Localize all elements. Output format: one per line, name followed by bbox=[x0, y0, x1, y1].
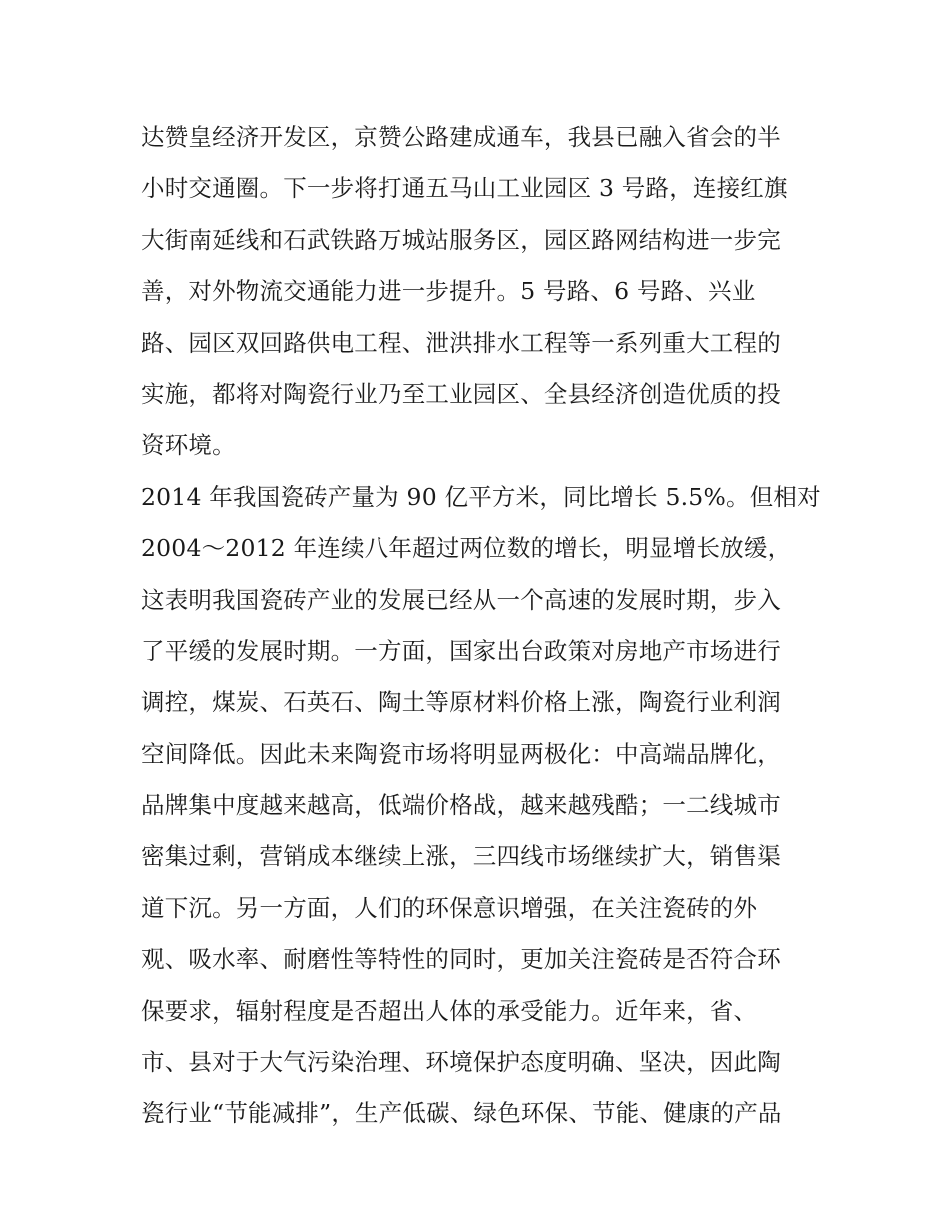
text-line: 2004～2012 年连续八年超过两位数的增长，明显增长放缓， bbox=[141, 534, 792, 563]
text-line: 瓷行业“节能减排”，生产低碳、绿色环保、节能、健康的产品 bbox=[141, 1099, 782, 1128]
text-line: 大街南延线和石武铁路万城站服务区，园区路网结构进一步完 bbox=[141, 225, 781, 254]
body-text bbox=[141, 112, 821, 1140]
text-line: 资环境。 bbox=[141, 431, 236, 460]
text-line: 保要求，辐射程度是否超出人体的承受能力。近年来，省、 bbox=[141, 996, 758, 1025]
text-line: 实施，都将对陶瓷行业乃至工业园区、全县经济创造优质的投 bbox=[141, 379, 781, 408]
text-line: 密集过剩，营销成本继续上涨，三四线市场继续扩大，销售渠 bbox=[141, 842, 781, 871]
text-line: 道下沉。另一方面，人们的环保意识增强，在关注瓷砖的外 bbox=[141, 893, 758, 922]
text-line: 空间降低。因此未来陶瓷市场将明显两极化：中高端品牌化， bbox=[141, 739, 781, 768]
text-line: 达赞皇经济开发区，京赞公路建成通车，我县已融入省会的半 bbox=[141, 123, 781, 151]
text-line: 观、吸水率、耐磨性等特性的同时，更加关注瓷砖是否符合环 bbox=[141, 945, 781, 974]
text-line: 调控，煤炭、石英石、陶土等原材料价格上涨，陶瓷行业利润 bbox=[141, 688, 781, 717]
text-line: 善，对外物流交通能力进一步提升。5 号路、6 号路、兴业 bbox=[141, 277, 756, 306]
text-line: 2014 年我国瓷砖产量为 90 亿平方米，同比增长 5.5%。但相对 bbox=[141, 482, 821, 511]
text-line: 品牌集中度越来越高，低端价格战，越来越残酷；一二线城市 bbox=[141, 791, 781, 820]
text-line: 小时交通圈。下一步将打通五马山工业园区 3 号路，连接红旗 bbox=[141, 174, 788, 203]
text-line: 了平缓的发展时期。一方面，国家出台政策对房地产市场进行 bbox=[141, 636, 781, 665]
text-line: 市、县对于大气污染治理、环境保护态度明确、坚决，因此陶 bbox=[141, 1048, 781, 1077]
text-line: 这表明我国瓷砖产业的发展已经从一个高速的发展时期，步入 bbox=[141, 585, 781, 614]
text-line: 路、园区双回路供电工程、泄洪排水工程等一系列重大工程的 bbox=[141, 328, 781, 357]
